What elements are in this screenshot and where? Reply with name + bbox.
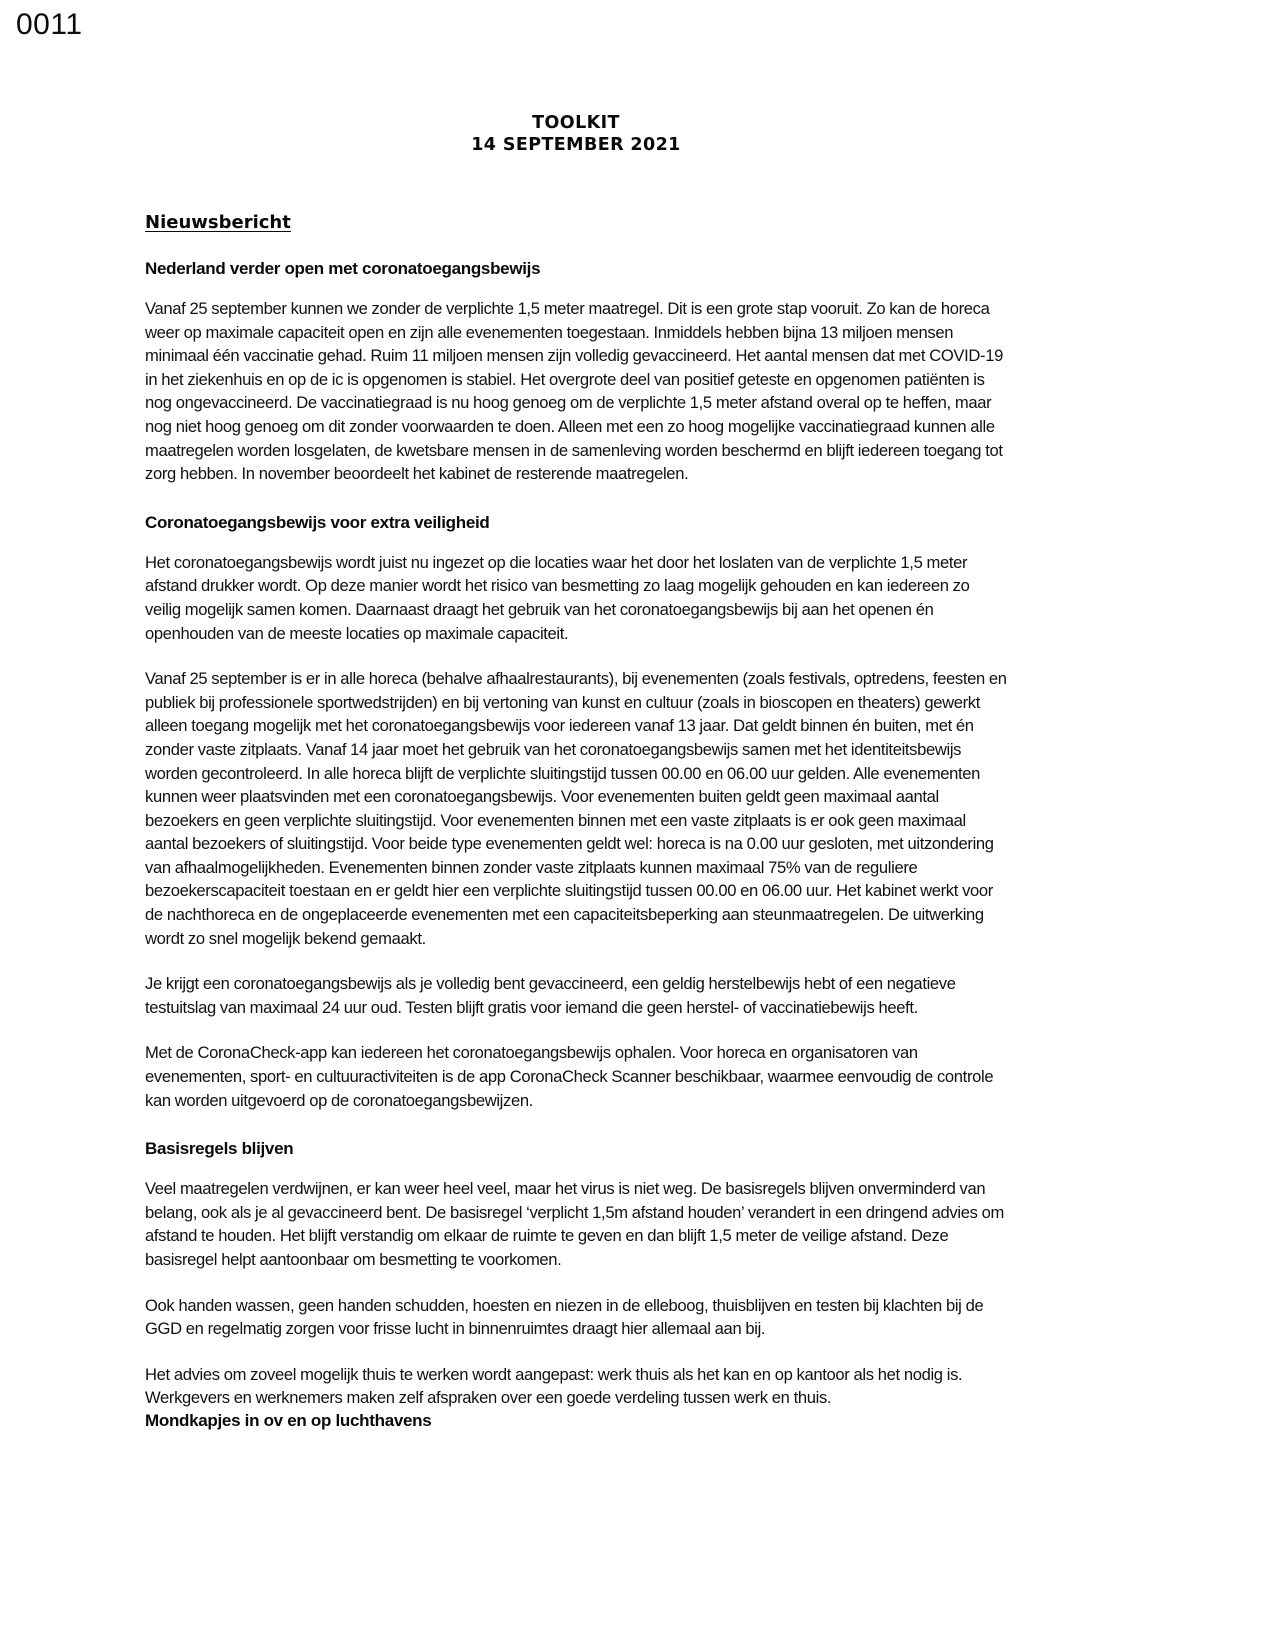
document-title-line-2: 14 SEPTEMBER 2021 [471, 135, 681, 155]
paragraph-1: Vanaf 25 september kunnen we zonder de verplichte 1,5 meter maatregel. Dit is een grote stap vooruit. Zo kan de horeca weer op maximale capaciteit open en zijn alle evenementen toegestaan. Inmiddels hebben bijna 13 miljoen mensen minimaal één vaccinatie gehad. Ruim 11 miljoen mensen zijn volledig gevaccineerd. Het aantal mensen dat met COVID-19 in het ziekenhuis en op de ic is opgenomen is stabiel. Het overgrote deel van positief geteste en opgenomen patiënten is nog ongevaccineerd. De vaccinatiegraad is nu hoog genoeg om de verplichte 1,5 meter afstand overal op te heffen, maar nog niet hoog genoeg om dit zonder voorwaarden te doen. Alleen met een zo hoog mogelijke vaccinatiegraad kunnen alle maatregelen worden losgelaten, de kwetsbare mensen in de samenleving worden beschermd en blijft iedereen toegang tot zorg hebben. In november beoordeelt het kabinet de resterende maatregelen. [145, 299, 1003, 484]
heading-basisregels-blijven: Basisregels blijven [145, 1139, 294, 1159]
paragraph-6: Veel maatregelen verdwijnen, er kan weer heel veel, maar het virus is niet weg. De basisregels blijven onverminderd van belang, ook als je al gevaccineerd bent. De basisregel ‘verplicht 1,5m afstand houden’ verandert in een dringend advies om afstand te houden. Het blijft verstandig om elkaar de ruimte te geven en dan blijft 1,5 meter de veilige afstand. Deze basisregel helpt aantoonbaar om besmetting te voorkomen. [145, 1179, 1004, 1269]
heading-coronatoegangsbewijs-extra-veiligheid: Coronatoegangsbewijs voor extra veiligheid [145, 512, 490, 532]
heading-nederland-verder-open: Nederland verder open met coronatoegangsbewijs [145, 259, 541, 278]
document-title [145, 112, 1007, 156]
document-content [145, 112, 1007, 1431]
page-number-stamp: 0011 [16, 8, 83, 41]
section-label-nieuwsbericht: Nieuwsbericht [145, 212, 291, 233]
paragraph-4: Je krijgt een coronatoegangsbewijs als je volledig bent gevaccineerd, een geldig herstelbewijs hebt of een negatieve testuitslag van maximaal 24 uur oud. Testen blijft gratis voor iemand die geen herstel- of vaccinatiebewijs heeft. [145, 974, 956, 1017]
paragraph-5: Met de CoronaCheck-app kan iedereen het coronatoegangsbewijs ophalen. Voor horeca en organisatoren van evenementen, sport- en cultuuractiviteiten is de app CoronaCheck Scanner beschikbaar, waarmee eenvoudig de controle kan worden uitgevoerd op de coronatoegangsbewijzen. [145, 1043, 994, 1110]
section-label-wrapper [145, 156, 1007, 234]
paragraph-3: Vanaf 25 september is er in alle horeca (behalve afhaalrestaurants), bij evenementen (zoals festivals, optredens, feesten en publiek bij professionele sportwedstrijden) en bij vertoning van kunst en cultuur (zoals in bioscopen en theaters) gewerkt alleen toegang mogelijk met het coronatoegangsbewijs voor iedereen vanaf 13 jaar. Dat geldt binnen én buiten, met én zonder vaste zitplaats. Vanaf 14 jaar moet het gebruik van het coronatoegangsbewijs samen met het identiteitsbewijs worden gecontroleerd. In alle horeca blijft de verplichte sluitingstijd tussen 00.00 en 06.00 uur gelden. Alle evenementen kunnen weer plaatsvinden met een coronatoegangsbewijs. Voor evenementen buiten geldt geen maximaal aantal bezoekers en geen verplichte sluitingstijd. Voor evenementen binnen met een vaste zitplaats is er ook geen maximaal aantal bezoekers of sluitingstijd. Voor beide type evenementen geldt wel: horeca is na 0.00 uur gesloten, met uitzondering van afhaalmogelijkheden. Evenementen binnen zonder vaste zitplaats kunnen maximaal 75% van de reguliere bezoekerscapaciteit toestaan en er geldt hier een verplichte sluitingstijd tussen 00.00 en 06.00 uur. Het kabinet werkt voor de nachthoreca en de ongeplaceerde evenementen met een capaciteitsbeperking aan steunmaatregelen. De uitwerking wordt zo snel mogelijk bekend gemaakt. [145, 669, 1007, 948]
heading-mondkapjes-ov-luchthavens: Mondkapjes in ov en op luchthavens [145, 1410, 432, 1430]
document-title-line-1: TOOLKIT [532, 113, 620, 133]
paragraph-2: Het coronatoegangsbewijs wordt juist nu ingezet op die locaties waar het door het loslaten van de verplichte 1,5 meter afstand drukker wordt. Op deze manier wordt het risico van besmetting zo laag mogelijk gehouden en kan iedereen zo veilig mogelijk samen komen. Daarnaast draagt het gebruik van het coronatoegangsbewijs bij aan het openen én openhouden van de meeste locaties op maximale capaciteit. [145, 552, 970, 643]
paragraph-7: Ook handen wassen, geen handen schudden, hoesten en niezen in de elleboog, thuisblijven en testen bij klachten bij de GGD en regelmatig zorgen voor frisse lucht in binnenruimtes draagt hier allemaal aan bij. [145, 1295, 984, 1339]
paragraph-8: Het advies om zoveel mogelijk thuis te werken wordt aangepast: werk thuis als het kan en op kantoor als het nodig is. Werkgevers en werknemers maken zelf afspraken over een goede verdeling tussen werk en thuis. [145, 1364, 963, 1408]
